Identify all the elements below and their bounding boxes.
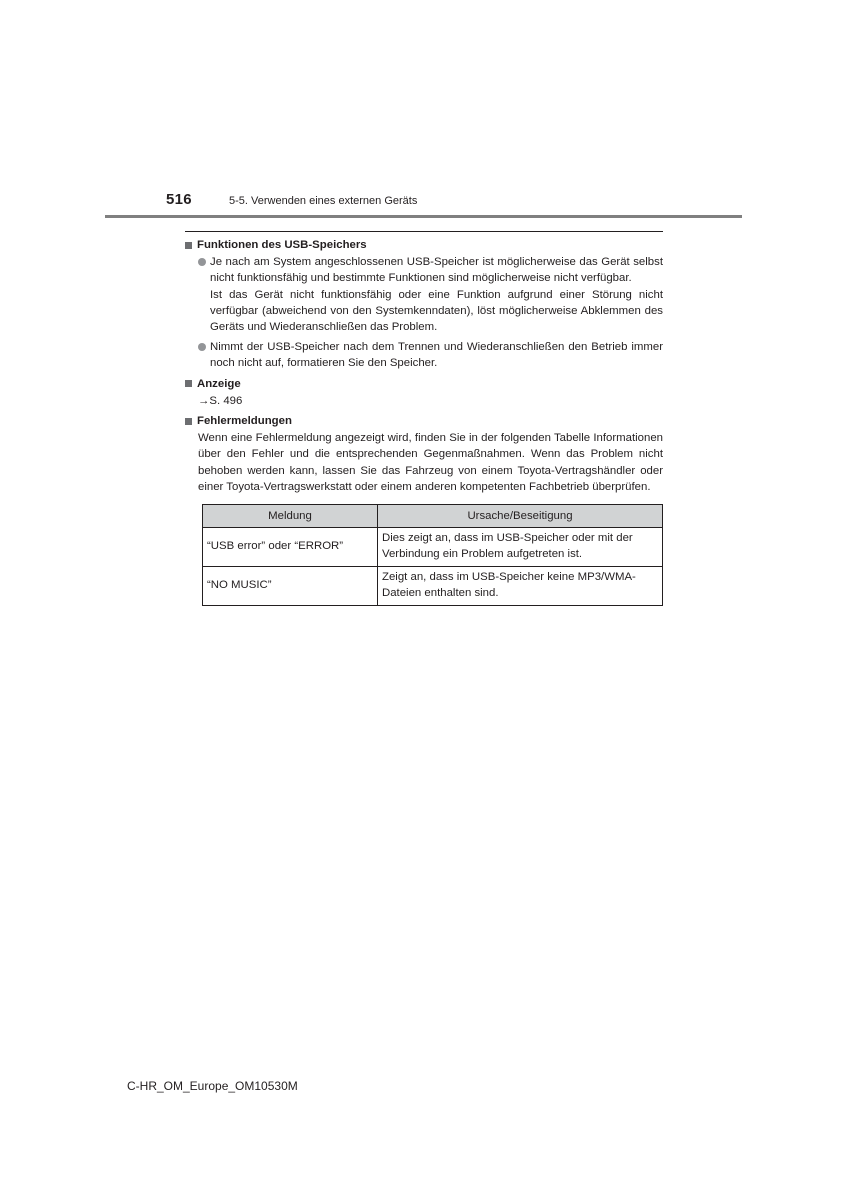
page-content xyxy=(185,237,663,606)
table-cell-message: “NO MUSIC” xyxy=(203,567,378,606)
heading-display-text: Anzeige xyxy=(197,377,241,390)
table-row xyxy=(203,528,663,567)
table-cell-cause: Zeigt an, dass im USB-Speicher keine MP3/WMA-Dateien enthalten sind. xyxy=(378,567,663,606)
heading-error-messages-text: Fehlermeldungen xyxy=(197,415,292,428)
heading-usb-functions xyxy=(185,237,663,253)
table-row xyxy=(203,567,663,606)
circle-bullet-icon xyxy=(198,343,206,351)
section-title: 5-5. Verwenden eines externen Geräts xyxy=(229,195,418,207)
bullet-item xyxy=(185,339,663,371)
square-bullet-icon xyxy=(185,380,192,387)
content-rule xyxy=(185,231,663,232)
table-header-row xyxy=(203,505,663,528)
header-rule xyxy=(105,215,742,218)
circle-bullet-icon xyxy=(198,258,206,266)
table-cell-message: “USB error” oder “ERROR” xyxy=(203,528,378,567)
column-header-cause: Ursache/Beseitigung xyxy=(378,505,663,528)
error-table xyxy=(202,504,663,606)
heading-usb-functions-text: Funktionen des USB-Speichers xyxy=(197,239,367,251)
square-bullet-icon xyxy=(185,418,192,425)
square-bullet-icon xyxy=(185,242,192,249)
column-header-message: Meldung xyxy=(203,505,378,528)
footer-document-code: C-HR_OM_Europe_OM10530M xyxy=(127,1079,298,1093)
bullet-text: Nimmt der USB-Speicher nach dem Trennen und Wiederanschließen den Betrieb immer noch nicht auf, formatieren Sie den Speicher. xyxy=(210,341,663,370)
error-intro-paragraph: Wenn eine Fehlermeldung angezeigt wird, finden Sie in der folgenden Tabelle Informationen über den Fehler und die entsprechenden Gegenmaßnahmen. Wenn das Problem nicht behoben werden kann, lassen Sie das Fahrzeug von einem Toyota-Vertragshändler oder einer Toyota-Vertragswerkstatt oder einem anderen kompetenten Fachbetrieb überprüfen. xyxy=(198,432,663,493)
heading-display xyxy=(185,376,663,392)
page-number: 516 xyxy=(166,191,192,208)
page-reference-link[interactable]: →S. 496 xyxy=(198,394,243,407)
bullet-continuation: Ist das Gerät nicht funktionsfähig oder eine Funktion aufgrund einer Störung nicht verfügbar (abweichend von den Systemkenndaten), löst möglicherweise Abklemmen des Geräts und Wiederanschließen das Problem. xyxy=(210,288,663,334)
bullet-item xyxy=(185,254,663,335)
table-cell-cause: Dies zeigt an, dass im USB-Speicher oder mit der Verbindung ein Problem aufgetreten ist. xyxy=(378,528,663,567)
heading-error-messages xyxy=(185,413,663,429)
bullet-text: Je nach am System angeschlossenen USB-Speicher ist möglicherweise das Gerät selbst nicht funktionsfähig und bestimmte Funktionen sind möglicherweise nicht verfügbar. xyxy=(210,256,663,285)
